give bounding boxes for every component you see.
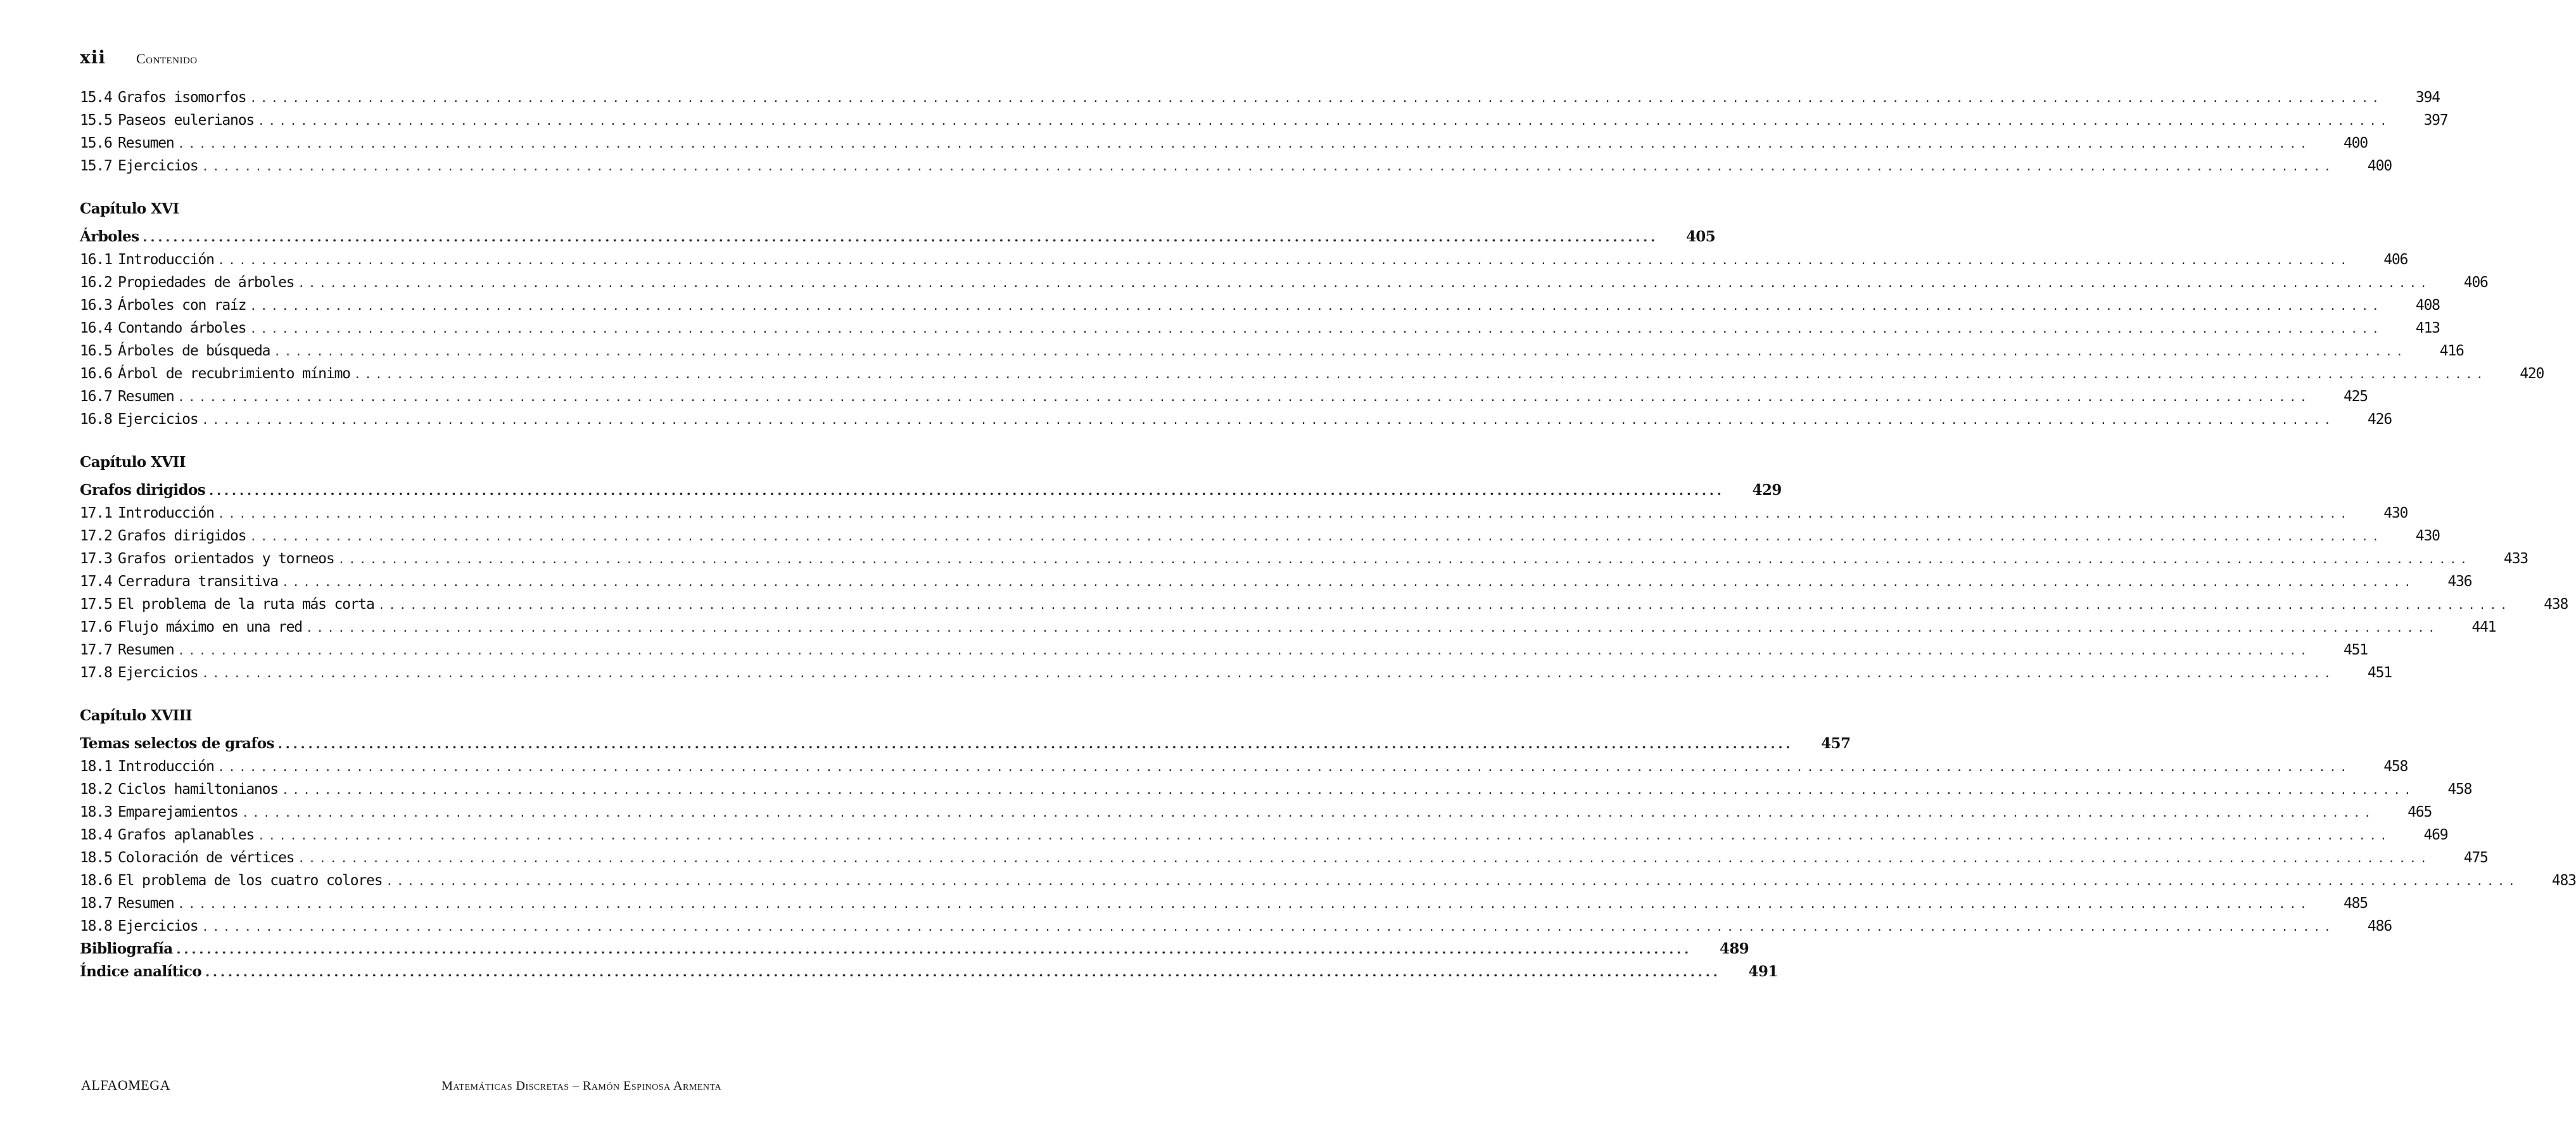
toc-section-entry[interactable] <box>80 109 2448 132</box>
chapter-label: Capítulo XVI <box>80 200 179 217</box>
toc-section-entry[interactable] <box>80 755 2408 778</box>
dot-leader: ........................................................................................................................................................................................................ <box>250 300 2383 313</box>
dot-leader: ........................................................................................................................................................................................................ <box>258 115 2391 128</box>
entry-page: 433 <box>2503 551 2528 567</box>
entry-page: 429 <box>1752 482 1782 499</box>
dot-leader: ........................................................................................................................................................................................................ <box>305 622 2439 635</box>
entry-title: Resumen <box>118 892 178 915</box>
entry-title: Emparejamientos <box>118 801 242 824</box>
dot-leader: ........................................................................................................................................................................................................ <box>338 553 2471 566</box>
entry-number: 16.7 <box>80 388 112 405</box>
entry-page: 405 <box>1685 228 1716 245</box>
dot-leader: ........................................................................................................................................................................................................ <box>143 229 1659 245</box>
toc-section-entry[interactable] <box>80 570 2472 593</box>
entry-title: Introducción <box>118 755 218 778</box>
toc-section-entry[interactable] <box>80 639 2368 661</box>
dot-leader: ........................................................................................................................................................................................................ <box>258 829 2391 843</box>
chapter-label: Capítulo XVII <box>80 454 186 471</box>
entry-title: Introducción <box>118 502 218 525</box>
toc-section-entry[interactable] <box>80 317 2440 340</box>
entry-title: Índice analítico <box>80 960 205 983</box>
dot-leader: ........................................................................................................................................................................................................ <box>250 322 2383 336</box>
entry-page: 485 <box>2343 895 2368 912</box>
dot-leader: ........................................................................................................................................................................................................ <box>176 941 1692 957</box>
dot-leader: ........................................................................................................................................................................................................ <box>281 784 2415 797</box>
dot-leader: ........................................................................................................................................................................................................ <box>378 599 2511 612</box>
toc-chapter-entry[interactable] <box>80 732 1851 755</box>
dot-leader: ........................................................................................................................................................................................................ <box>298 277 2431 290</box>
dot-leader: ........................................................................................................................................................................................................ <box>177 137 2311 151</box>
entry-number: 17.2 <box>80 528 112 544</box>
entry-title: Contando árboles <box>118 317 250 340</box>
dot-leader: ........................................................................................................................................................................................................ <box>177 391 2311 404</box>
entry-number: 17.7 <box>80 642 112 658</box>
entry-number: 16.1 <box>80 252 112 268</box>
dot-leader: ........................................................................................................................................................................................................ <box>201 160 2335 174</box>
entry-number: 17.1 <box>80 505 112 521</box>
toc-section-entry[interactable] <box>80 593 2568 616</box>
entry-title: Paseos eulerianos <box>118 109 258 132</box>
dot-leader: ........................................................................................................................................................................................................ <box>250 92 2383 105</box>
entry-title: Grafos dirigidos <box>80 479 209 502</box>
dot-leader: ........................................................................................................................................................................................................ <box>241 807 2375 820</box>
entry-title: Resumen <box>118 639 178 661</box>
entry-page: 425 <box>2343 388 2368 405</box>
entry-title: Ejercicios <box>118 408 201 431</box>
dot-leader: ........................................................................................................................................................................................................ <box>217 761 2351 774</box>
toc-section-entry[interactable] <box>80 547 2528 570</box>
spacer <box>80 684 722 705</box>
toc-section-entry[interactable] <box>80 155 2392 177</box>
dot-leader: ........................................................................................................................................................................................................ <box>277 736 1794 751</box>
entry-number: 18.7 <box>80 895 112 912</box>
entry-title: Ejercicios <box>118 661 201 684</box>
entry-title: Flujo máximo en una red <box>118 616 306 639</box>
entry-page: 397 <box>2423 112 2448 129</box>
entry-title: Ejercicios <box>118 155 201 177</box>
toc-section-entry[interactable] <box>80 801 2432 824</box>
toc-section-entry[interactable] <box>80 846 2488 869</box>
book-credit: Matemáticas Discretas – Ramón Espinosa Armenta <box>441 1079 721 1093</box>
entry-title: Árboles de búsqueda <box>118 340 274 362</box>
dot-leader: ........................................................................................................................................................................................................ <box>386 875 2519 888</box>
entry-title: El problema de la ruta más corta <box>118 593 378 616</box>
entry-page: 430 <box>2383 505 2408 521</box>
publisher-name: ALFAOMEGA <box>81 1077 170 1093</box>
entry-page: 400 <box>2367 158 2392 174</box>
chapter-label: Capítulo XVIII <box>80 707 193 724</box>
table-of-contents <box>80 86 2576 983</box>
entry-title: Cerradura transitiva <box>118 570 282 593</box>
page-footer <box>81 1077 721 1094</box>
entry-title: Árboles <box>80 226 143 248</box>
toc-backmatter-entry[interactable] <box>80 960 1778 983</box>
entry-number: 16.2 <box>80 274 112 291</box>
spacer <box>80 220 722 226</box>
entry-page: 458 <box>2447 781 2472 798</box>
entry-number: 16.3 <box>80 297 112 314</box>
entry-number: 18.4 <box>80 827 112 843</box>
dot-leader: ........................................................................................................................................................................................................ <box>353 368 2487 381</box>
entry-title: Grafos dirigidos <box>118 525 250 547</box>
dot-leader: ........................................................................................................................................................................................................ <box>177 644 2311 658</box>
toc-section-entry[interactable] <box>80 271 2488 294</box>
entry-page: 457 <box>1821 735 1851 752</box>
entry-number: 18.3 <box>80 804 112 820</box>
entry-page: 408 <box>2415 297 2440 314</box>
dot-leader: ........................................................................................................................................................................................................ <box>298 852 2431 865</box>
entry-number: 18.2 <box>80 781 112 798</box>
toc-section-entry[interactable] <box>80 661 2392 684</box>
spacer <box>80 727 722 732</box>
entry-title: El problema de los cuatro colores <box>118 869 386 892</box>
toc-section-entry[interactable] <box>80 86 2440 109</box>
entry-title: Resumen <box>118 385 178 408</box>
entry-page: 438 <box>2544 596 2568 613</box>
entry-page: 430 <box>2415 528 2440 544</box>
dot-leader: ........................................................................................................................................................................................................ <box>177 898 2311 911</box>
entry-number: 18.5 <box>80 850 112 866</box>
toc-section-entry[interactable] <box>80 340 2464 362</box>
entry-number: 15.5 <box>80 112 112 129</box>
entry-page: 451 <box>2343 642 2368 658</box>
entry-page: 489 <box>1719 940 1749 957</box>
entry-title: Coloración de vértices <box>118 846 298 869</box>
dot-leader: ........................................................................................................................................................................................................ <box>201 921 2335 934</box>
entry-page: 458 <box>2383 758 2408 775</box>
toc-section-entry[interactable] <box>80 362 2544 385</box>
entry-page: 475 <box>2463 850 2488 866</box>
running-head <box>80 47 198 68</box>
entry-number: 17.8 <box>80 665 112 681</box>
toc-section-entry[interactable] <box>80 132 2368 155</box>
entry-page: 394 <box>2415 89 2440 106</box>
section-title: Contenido <box>136 51 198 67</box>
entry-page: 451 <box>2367 665 2392 681</box>
entry-page: 400 <box>2343 135 2368 151</box>
entry-title: Introducción <box>118 248 218 271</box>
toc-backmatter-entry[interactable] <box>80 938 1749 960</box>
spacer <box>80 474 722 479</box>
dot-leader: ........................................................................................................................................................................................................ <box>250 530 2383 544</box>
entry-number: 16.5 <box>80 343 112 359</box>
toc-section-entry[interactable] <box>80 892 2368 915</box>
toc-section-entry[interactable] <box>80 616 2496 639</box>
toc-chapter-entry[interactable] <box>80 479 1782 502</box>
entry-number: 15.4 <box>80 89 112 106</box>
entry-number: 15.6 <box>80 135 112 151</box>
entry-number: 17.3 <box>80 551 112 567</box>
entry-number: 16.6 <box>80 366 112 382</box>
dot-leader: ........................................................................................................................................................................................................ <box>274 345 2407 359</box>
dot-leader: ........................................................................................................................................................................................................ <box>217 507 2351 521</box>
entry-page: 469 <box>2423 827 2448 843</box>
entry-page: 406 <box>2463 274 2488 291</box>
entry-page: 420 <box>2520 366 2544 382</box>
toc-section-entry[interactable] <box>80 869 2576 892</box>
entry-title: Árbol de recubrimiento mínimo <box>118 362 354 385</box>
entry-title: Árboles con raíz <box>118 294 250 317</box>
entry-page: 436 <box>2447 573 2472 590</box>
entry-page: 413 <box>2415 320 2440 336</box>
entry-number: 18.6 <box>80 872 112 889</box>
entry-number: 16.8 <box>80 411 112 428</box>
toc-section-entry[interactable] <box>80 915 2392 938</box>
entry-page: 486 <box>2367 918 2392 934</box>
entry-number: 17.6 <box>80 619 112 635</box>
entry-number: 15.7 <box>80 158 112 174</box>
entry-number: 17.4 <box>80 573 112 590</box>
dot-leader: ........................................................................................................................................................................................................ <box>205 964 1721 979</box>
spacer <box>80 431 722 451</box>
entry-page: 491 <box>1748 963 1778 980</box>
entry-page: 416 <box>2439 343 2464 359</box>
toc-section-entry[interactable] <box>80 824 2448 846</box>
toc-section-entry[interactable] <box>80 502 2408 525</box>
toc-chapter-entry[interactable] <box>80 226 1716 248</box>
entry-number: 18.1 <box>80 758 112 775</box>
toc-section-entry[interactable] <box>80 294 2440 317</box>
toc-section-entry[interactable] <box>80 525 2440 547</box>
toc-section-entry[interactable] <box>80 778 2472 801</box>
entry-title: Ejercicios <box>118 915 201 938</box>
entry-page: 483 <box>2551 872 2576 889</box>
entry-title: Grafos aplanables <box>118 824 258 846</box>
dot-leader: ........................................................................................................................................................................................................ <box>217 254 2351 267</box>
dot-leader: ........................................................................................................................................................................................................ <box>281 576 2415 589</box>
entry-page: 426 <box>2367 411 2392 428</box>
dot-leader: ........................................................................................................................................................................................................ <box>201 414 2335 427</box>
entry-title: Resumen <box>118 132 178 155</box>
page-number: xii <box>80 47 106 68</box>
entry-page: 465 <box>2408 804 2432 820</box>
entry-title: Bibliografía <box>80 938 177 960</box>
entry-number: 17.5 <box>80 596 112 613</box>
entry-title: Temas selectos de grafos <box>80 732 278 755</box>
toc-section-entry[interactable] <box>80 385 2368 408</box>
entry-page: 441 <box>2471 619 2496 635</box>
entry-title: Grafos orientados y torneos <box>118 547 338 570</box>
toc-section-entry[interactable] <box>80 408 2392 431</box>
dot-leader: ........................................................................................................................................................................................................ <box>209 483 1725 498</box>
entry-title: Propiedades de árboles <box>118 271 298 294</box>
toc-section-entry[interactable] <box>80 248 2408 271</box>
dot-leader: ........................................................................................................................................................................................................ <box>201 667 2335 680</box>
entry-number: 18.8 <box>80 918 112 934</box>
entry-title: Grafos isomorfos <box>118 86 250 109</box>
entry-number: 16.4 <box>80 320 112 336</box>
entry-title: Ciclos hamiltonianos <box>118 778 282 801</box>
entry-page: 406 <box>2383 252 2408 268</box>
spacer <box>80 177 722 198</box>
